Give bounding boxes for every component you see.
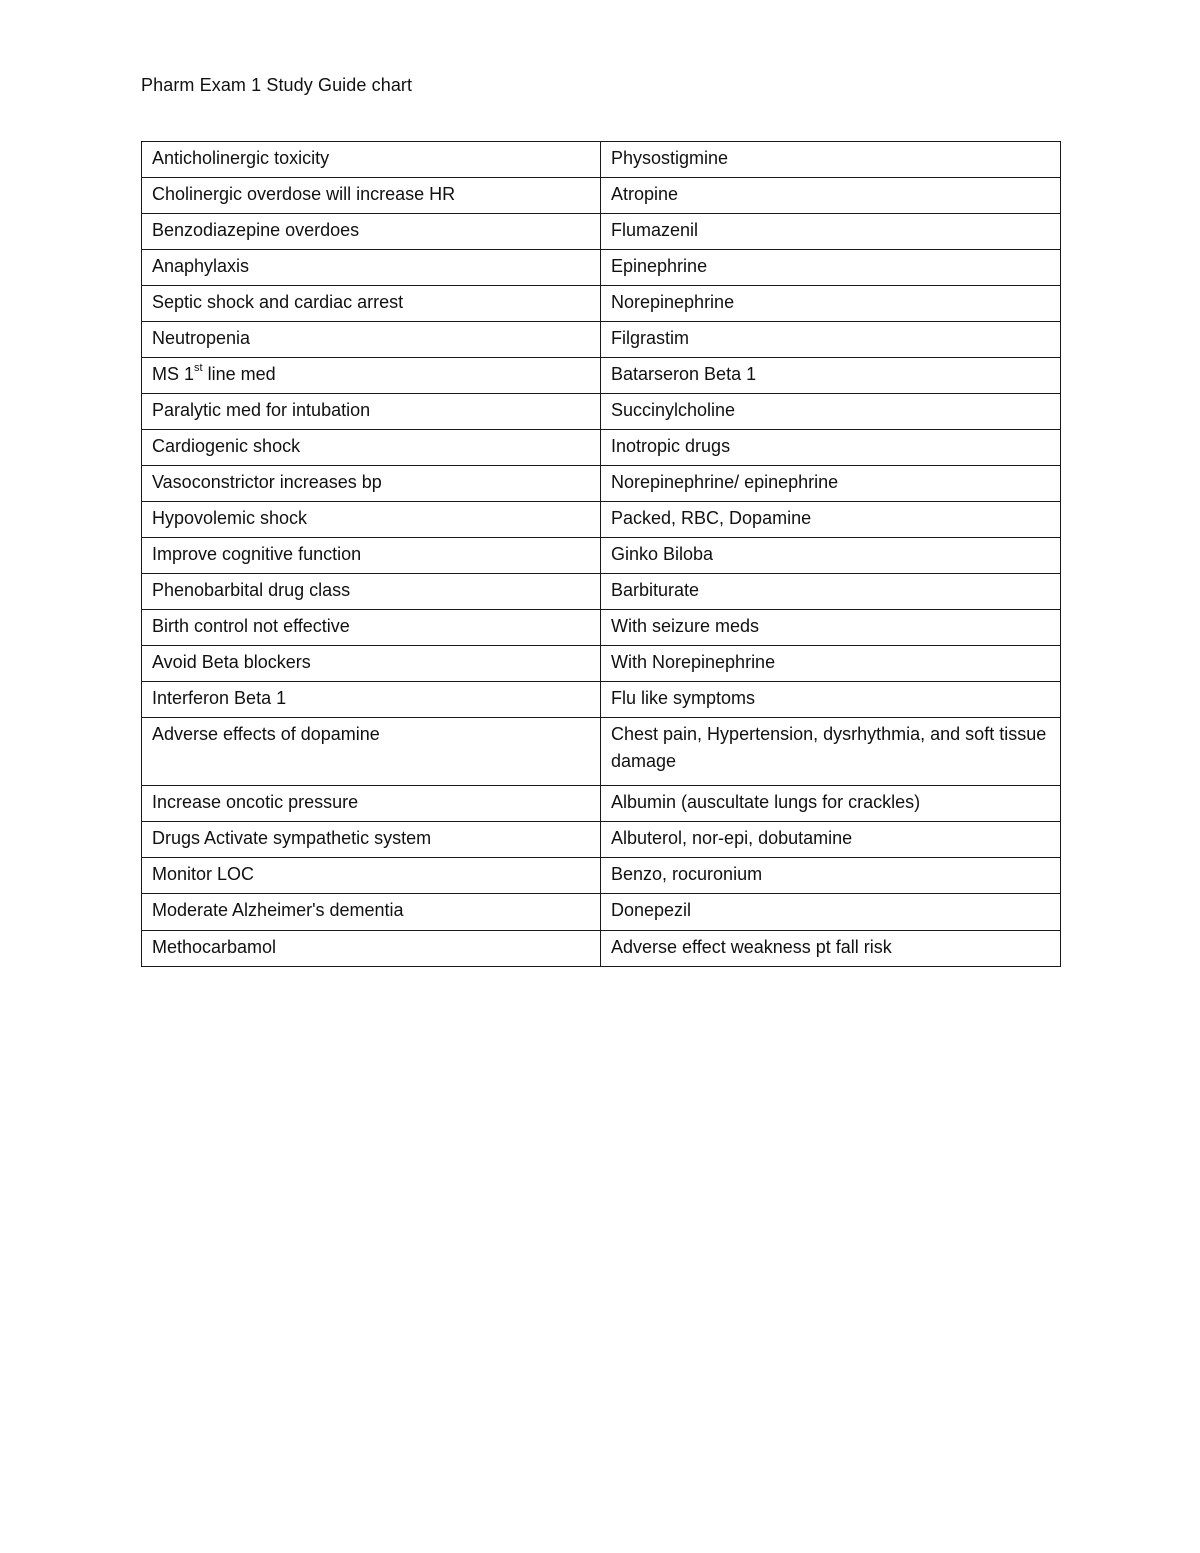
treatment-cell: With Norepinephrine [601,646,1061,682]
condition-cell: Improve cognitive function [142,538,601,574]
treatment-cell: Albuterol, nor-epi, dobutamine [601,822,1061,858]
condition-cell: Drugs Activate sympathetic system [142,822,601,858]
condition-cell: Hypovolemic shock [142,502,601,538]
treatment-cell: Atropine [601,178,1061,214]
treatment-cell: Norepinephrine/ epinephrine [601,466,1061,502]
table-row [142,178,1061,214]
condition-cell: Increase oncotic pressure [142,786,601,822]
treatment-cell: Norepinephrine [601,286,1061,322]
table-row [142,858,1061,894]
condition-cell: Benzodiazepine overdoes [142,214,601,250]
treatment-cell: Packed, RBC, Dopamine [601,502,1061,538]
table-row [142,538,1061,574]
treatment-cell: Donepezil [601,894,1061,931]
study-guide-table [141,141,1061,967]
table-row [142,358,1061,394]
table-row [142,430,1061,466]
treatment-cell: Flumazenil [601,214,1061,250]
condition-cell: Moderate Alzheimer's dementia [142,894,601,931]
treatment-cell: With seizure meds [601,610,1061,646]
table-row [142,822,1061,858]
condition-cell: Birth control not effective [142,610,601,646]
condition-text: MS 1 [152,364,195,384]
treatment-cell: Physostigmine [601,142,1061,178]
table-row [142,286,1061,322]
table-row [142,502,1061,538]
treatment-cell: Albumin (auscultate lungs for crackles) [601,786,1061,822]
table-row [142,646,1061,682]
treatment-cell: Batarseron Beta 1 [601,358,1061,394]
treatment-cell: Benzo, rocuronium [601,858,1061,894]
treatment-cell: Flu like symptoms [601,682,1061,718]
condition-cell: Avoid Beta blockers [142,646,601,682]
table-row [142,466,1061,502]
table-row [142,610,1061,646]
table-row [142,931,1061,967]
condition-cell: Phenobarbital drug class [142,574,601,610]
treatment-cell: Inotropic drugs [601,430,1061,466]
table-row [142,214,1061,250]
condition-cell: Anaphylaxis [142,250,601,286]
page-title: Pharm Exam 1 Study Guide chart [141,75,413,95]
treatment-cell: Adverse effect weakness pt fall risk [601,931,1061,967]
treatment-cell: Epinephrine [601,250,1061,286]
table-row [142,250,1061,286]
condition-cell: Vasoconstrictor increases bp [142,466,601,502]
treatment-cell: Barbiturate [601,574,1061,610]
treatment-cell: Ginko Biloba [601,538,1061,574]
condition-text: line med [202,364,276,384]
table-row [142,682,1061,718]
condition-cell: Paralytic med for intubation [142,394,601,430]
treatment-cell: Chest pain, Hypertension, dysrhythmia, and soft tissue damage [601,718,1061,786]
treatment-cell: Succinylcholine [601,394,1061,430]
condition-cell: Cardiogenic shock [142,430,601,466]
condition-cell [142,358,601,394]
table-row [142,786,1061,822]
table-row [142,574,1061,610]
condition-cell: Septic shock and cardiac arrest [142,286,601,322]
condition-cell: Anticholinergic toxicity [142,142,601,178]
condition-cell: Adverse effects of dopamine [142,718,601,786]
table-row [142,718,1061,786]
condition-cell: Neutropenia [142,322,601,358]
treatment-cell: Filgrastim [601,322,1061,358]
condition-cell: Monitor LOC [142,858,601,894]
condition-cell: Interferon Beta 1 [142,682,601,718]
table-row [142,322,1061,358]
ordinal-superscript: st [194,362,203,374]
table-row [142,894,1061,931]
condition-cell: Cholinergic overdose will increase HR [142,178,601,214]
table-row [142,394,1061,430]
table-row [142,142,1061,178]
condition-cell: Methocarbamol [142,931,601,967]
